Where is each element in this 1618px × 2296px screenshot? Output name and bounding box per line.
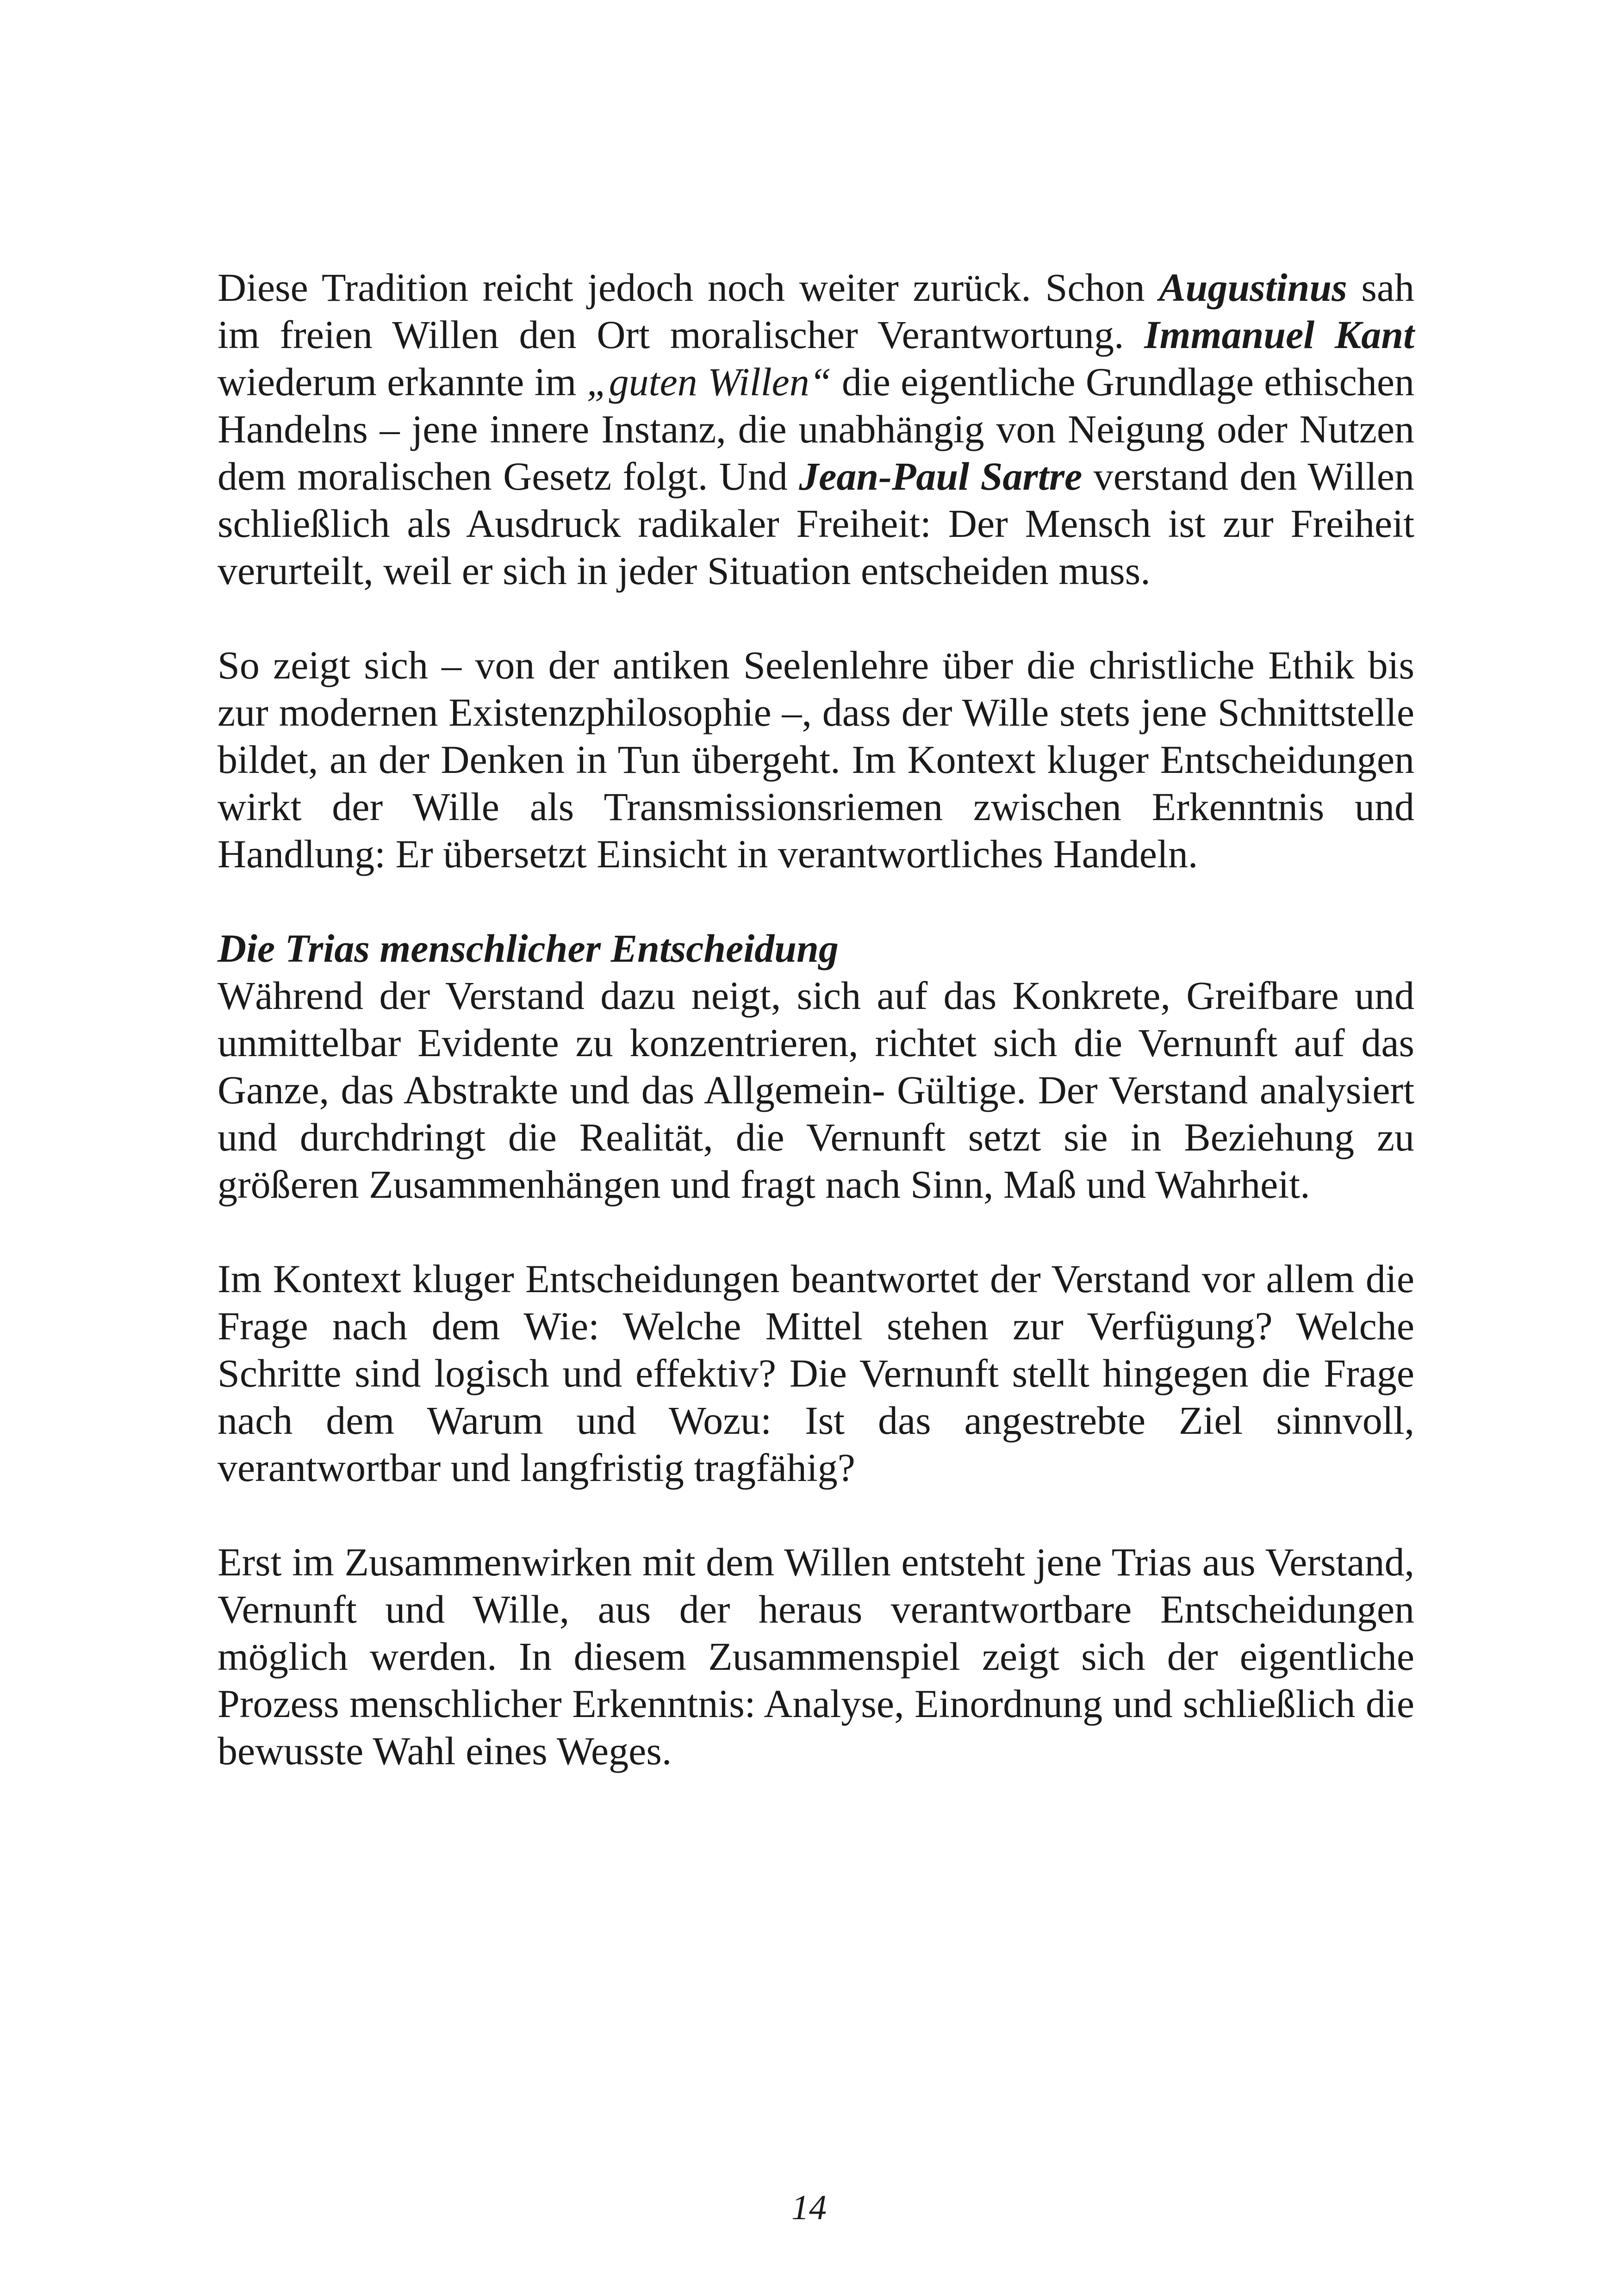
name-augustinus: Augustinus (1159, 265, 1347, 310)
name-kant: Immanuel Kant (1144, 312, 1415, 357)
paragraph-trias: Erst im Zusammenwirken mit dem Willen entsteht jene Trias aus Verstand, Vernunft und Wille, aus der heraus verantwortbare Entscheidungen möglich werden. In diesem Zusammenspiel zeigt sich der eigentliche Prozess menschlicher Erkenntnis: Analyse, Einordnung und schließlich die bewusste Wahl eines Weges. (218, 1540, 1414, 1773)
text-run: die eigentliche Grundlage ethischen Handelns – jene innere Instanz, die unabhängig von Neigung oder Nutzen dem moralischen Gesetz folgt. Und (218, 360, 1414, 498)
page-body (218, 264, 1414, 1774)
paragraph-wie-warum: Im Kontext kluger Entscheidungen beantwortet der Verstand vor allem die Frage nach dem Wie: Welche Mittel stehen zur Verfügung? Welche Schritte sind logisch und effektiv? Die Vernunft stellt hingegen die Frage nach dem Warum und Wozu: Ist das angestrebte Ziel sinnvoll, verantwortbar und langfristig tragfähig? (218, 1257, 1414, 1490)
name-sartre: Jean-Paul Sartre (799, 454, 1083, 498)
paragraph-schnittstelle: So zeigt sich – von der antiken Seelenlehre über die christliche Ethik bis zur modernen Existenzphilosophie –, dass der Wille stets jene Schnittstelle bildet, an der Denken in Tun übergeht. Im Kontext kluger Entscheidungen wirkt der Wille als Transmissionsriemen zwischen Erkenntnis und Handlung: Er übersetzt Einsicht in verantwortliches Handeln. (218, 643, 1414, 876)
text-run: Diese Tradition reicht jedoch noch weiter zurück. Schon (218, 265, 1159, 310)
paragraph-tradition (218, 264, 1414, 594)
text-run: verstand den Willen schließlich als Ausdruck radikaler Freiheit: Der Mensch ist zur Freiheit verurteilt, weil er sich in jeder Situation entscheiden muss. (218, 454, 1414, 593)
paragraph-verstand-vernunft: Während der Verstand dazu neigt, sich auf das Konkrete, Greifbare und unmittelbar Evidente zu konzentrieren, richtet sich die Vernunft auf das Ganze, das Abstrakte und das Allgemein- Gültige. Der Verstand analysiert und durchdringt die Realität, die Vernunft setzt sie in Beziehung zu größeren Zusammenhängen und fragt nach Sinn, Maß und Wahrheit. (218, 973, 1414, 1207)
section-heading: Die Trias menschlicher Entscheidung (218, 926, 839, 971)
text-run: sah im freien Willen den Ort moralischer Verantwortung. (218, 265, 1414, 357)
page-number: 14 (791, 2188, 827, 2227)
text-run: wiederum erkannte im (218, 360, 587, 404)
quote-guter-wille: „guten Willen“ (586, 360, 832, 404)
